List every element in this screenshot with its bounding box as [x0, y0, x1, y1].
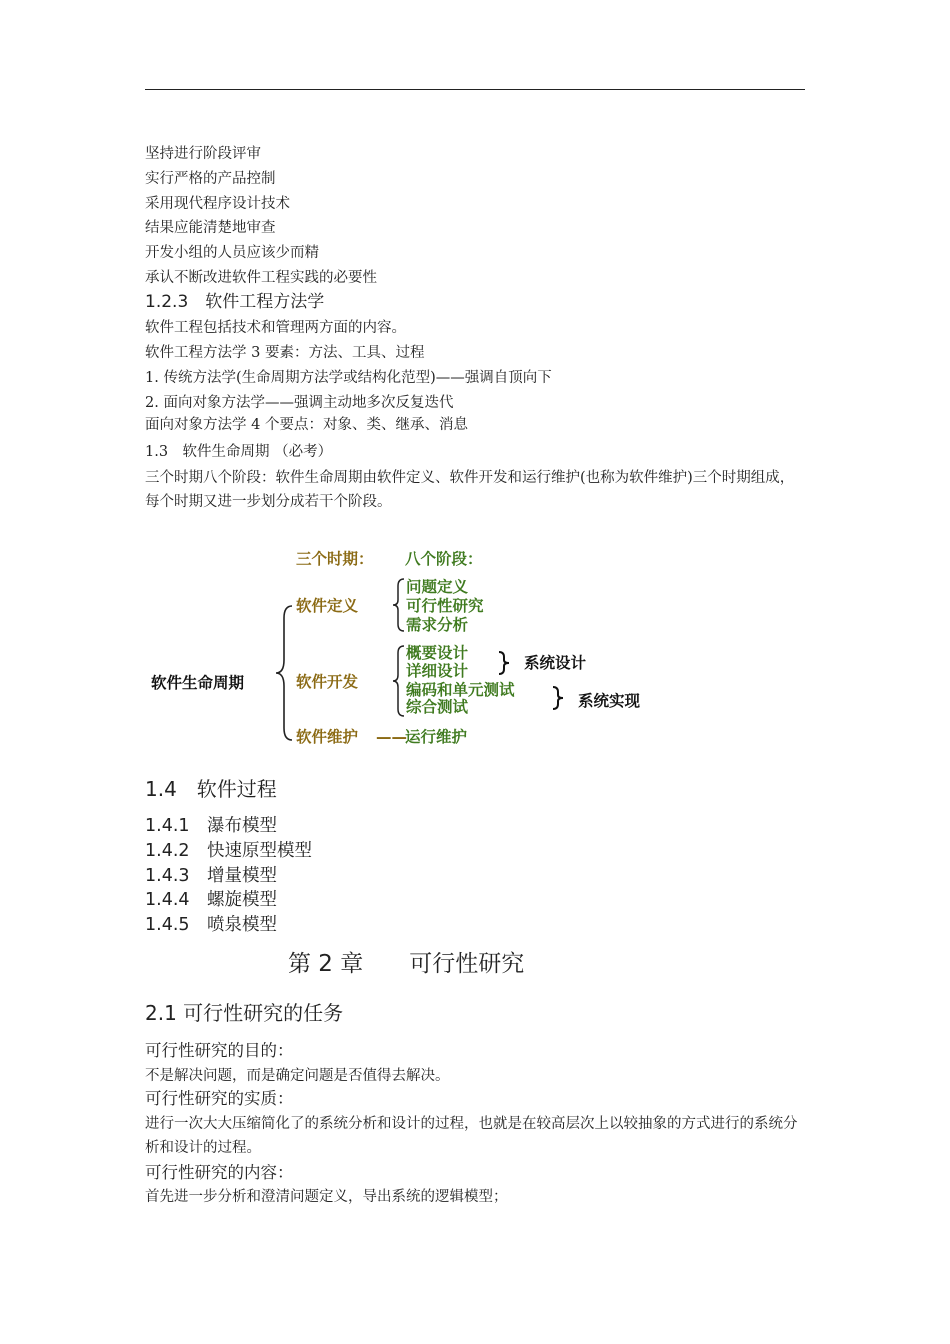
- stage-item: 需求分析: [406, 616, 469, 634]
- stage-item: 详细设计: [406, 662, 469, 680]
- period-maintenance: 软件维护: [296, 728, 359, 746]
- stage-item: 概要设计: [406, 644, 469, 662]
- subheading: 可行性研究的目的：: [145, 1041, 294, 1060]
- diagram-header-periods: 三个时期：: [296, 550, 374, 568]
- paragraph: 2. 面向对象方法学——强调主动地多次反复迭代: [145, 395, 454, 411]
- section-heading-2-1: 2.1 可行性研究的任务: [145, 1001, 344, 1025]
- subheading: 可行性研究的实质：: [145, 1089, 294, 1108]
- paragraph: 首先进一步分析和澄清问题定义，导出系统的逻辑模型；: [145, 1189, 508, 1205]
- development-brace: [392, 645, 406, 717]
- paragraph: 三个时期八个阶段：软件生命周期由软件定义、软件开发和运行维护(也称为软件维护)三个时期组成，每个时期又进一步划分成若干个阶段。: [145, 470, 795, 510]
- model-item: 1.4.4 螺旋模型: [145, 890, 278, 910]
- paragraph: 软件工程包括技术和管理两方面的内容。: [145, 320, 406, 336]
- group-system-impl: 系统实现: [578, 692, 641, 710]
- model-item: 1.4.2 快速原型模型: [145, 841, 313, 861]
- group-system-design: 系统设计: [524, 654, 587, 672]
- section-heading-1-3: 1.3 软件生命周期 （必考）: [145, 444, 333, 460]
- header-rule: [145, 89, 805, 90]
- period-development: 软件开发: [296, 673, 359, 691]
- paragraph: 进行一次大大压缩简化了的系统分析和设计的过程，也就是在较高层次上以较抽象的方式进行的系统分析和设计的过程。: [145, 1116, 798, 1156]
- definition-brace: [392, 578, 406, 632]
- principle-line: 实行严格的产品控制: [145, 171, 276, 187]
- design-group-brace: [497, 651, 511, 675]
- chapter-title: 第 2 章 可行性研究: [288, 951, 525, 977]
- principle-line: 承认不断改进软件工程实践的必要性: [145, 270, 377, 286]
- paragraph: 软件工程方法学 3 要素：方法、工具、过程: [145, 345, 425, 361]
- principle-line: 结果应能清楚地审查: [145, 220, 276, 236]
- principle-line: 坚持进行阶段评审: [145, 146, 261, 162]
- stage-item: 编码和单元测试: [406, 681, 515, 699]
- paragraph: 不是解决问题，而是确定问题是否值得去解决。: [145, 1068, 450, 1084]
- model-item: 1.4.5 喷泉模型: [145, 915, 278, 935]
- section-heading-1-2-3: 1.2.3 软件工程方法学: [145, 292, 325, 312]
- diagram-root: 软件生命周期: [151, 674, 245, 692]
- paragraph: 1. 传统方法学(生命周期方法学或结构化范型)——强调自顶向下: [145, 370, 552, 386]
- subheading: 可行性研究的内容：: [145, 1163, 294, 1182]
- section-heading-1-4: 1.4 软件过程: [145, 777, 277, 801]
- diagram-header-stages: 八个阶段：: [405, 550, 483, 568]
- model-item: 1.4.3 增量模型: [145, 866, 278, 886]
- root-brace: [272, 604, 296, 742]
- dash: ——: [376, 728, 407, 746]
- paragraph: 面向对象方法学 4 个要点：对象、类、继承、消息: [145, 417, 468, 433]
- model-item: 1.4.1 瀑布模型: [145, 816, 278, 836]
- principle-line: 采用现代程序设计技术: [145, 196, 290, 212]
- stage-maintenance: 运行维护: [405, 728, 468, 746]
- stage-item: 综合测试: [406, 698, 469, 716]
- principle-line: 开发小组的人员应该少而精: [145, 245, 319, 261]
- period-definition: 软件定义: [296, 597, 359, 615]
- stage-item: 问题定义: [406, 578, 469, 596]
- stage-item: 可行性研究: [406, 597, 484, 615]
- impl-group-brace: [551, 686, 565, 710]
